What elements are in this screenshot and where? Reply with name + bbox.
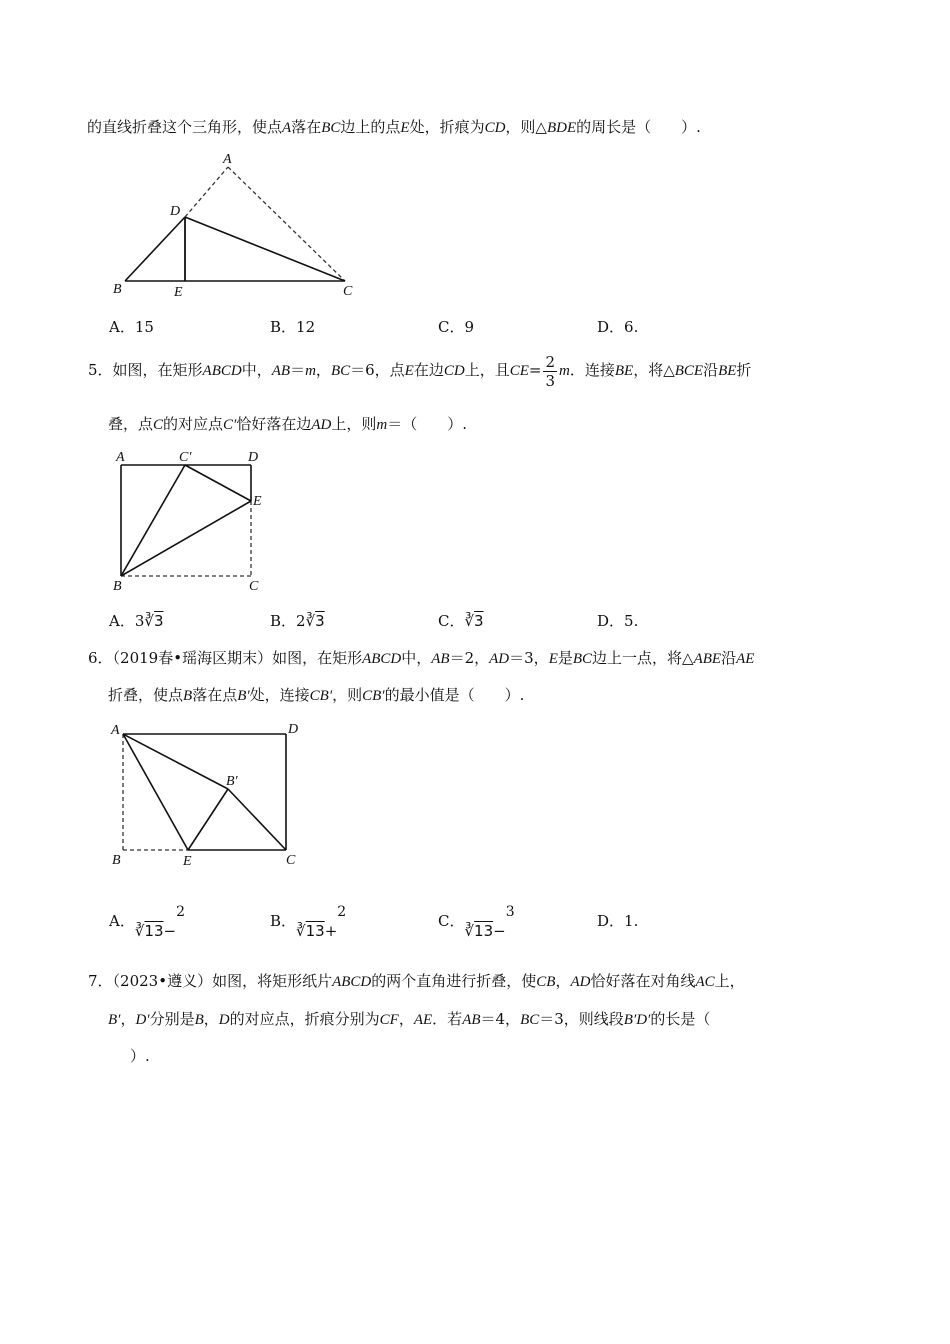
q5-seg-c-prime-e (185, 465, 251, 501)
q6-stem-line1: 6．（2019春•瑶海区期末）如图，在矩形ABCD中，AB＝2，AD＝3，E是BC边上一点，将△ABE沿AE (88, 649, 755, 667)
q7-stem-line1: 7．（2023•遵义）如图，将矩形纸片ABCD的两个直角进行折叠，使CB，AD恰好落在对角线AC上， (88, 972, 745, 990)
q6-option-d[interactable]: D．1. (597, 912, 639, 930)
q5-stem-line2: 叠，点C的对应点C′恰好落在边AD上，则m＝（ ）. (108, 415, 467, 433)
q5-option-b[interactable]: B．2∛3 (270, 612, 325, 630)
q4-seg-dc (185, 217, 345, 281)
q4-seg-da (185, 167, 228, 217)
q6-option-b[interactable]: B．∛13+2 (270, 904, 347, 940)
q4-label-b: B (113, 282, 122, 297)
q5-rectangle-figure (108, 445, 278, 595)
q5-label-b: B (113, 579, 122, 594)
q5-label-c: C (249, 579, 259, 594)
q5-option-c[interactable]: C．∛3 (438, 612, 484, 630)
q6-option-c[interactable]: C．∛13−3 (438, 904, 515, 940)
q6-rectangle-figure (108, 715, 318, 875)
q5-option-d[interactable]: D．5. (597, 612, 639, 630)
q6-label-d: D (288, 722, 299, 737)
q4-stem: 的直线折叠这个三角形，使点A落在BC边上的点E处，折痕为CD，则△BDE的周长是（ ）. (87, 118, 701, 136)
q5-label-d: D (248, 450, 259, 465)
q4-label-c: C (343, 284, 353, 299)
q6-option-a[interactable]: A．∛13−2 (109, 904, 185, 940)
q4-option-c[interactable]: C．9 (438, 318, 475, 336)
q5-seg-be (121, 501, 251, 576)
q4-label-d: D (170, 204, 181, 219)
q7-stem-line3: ）. (100, 1047, 150, 1065)
q5-option-a[interactable]: A．3∛3 (109, 612, 164, 630)
q4-option-a[interactable]: A．15 (109, 318, 154, 336)
q6-label-b: B (112, 853, 121, 868)
q5-stem-line1: 5．如图，在矩形ABCD中，AB＝m，BC＝6，点E在边CD上，且CE= $\frac{2}{3}$ m．连接BE，将△BCE沿BE折 (88, 352, 752, 390)
q6-label-b-prime: B′ (226, 774, 238, 789)
q4-seg-bd (125, 217, 185, 281)
q4-option-b[interactable]: B．12 (270, 318, 316, 336)
q5-label-a: A (116, 450, 125, 465)
q5-fraction: $\frac{2}{3}$ (545, 352, 555, 390)
q6-stem-line2: 折叠，使点B落在点B′处，连接CB′，则CB′的最小值是（ ）. (108, 686, 525, 704)
q4-label-a: A (223, 152, 232, 167)
q4-triangle-figure (100, 145, 380, 305)
q6-label-a: A (111, 723, 120, 738)
q5-label-e: E (253, 494, 262, 509)
q4-label-e: E (174, 285, 183, 300)
q6-seg-b-prime-c (228, 789, 286, 850)
q5-label-c-prime: C′ (179, 450, 192, 465)
q6-label-e: E (183, 854, 192, 869)
q6-label-c: C (286, 853, 296, 868)
q5-seg-bc-prime (121, 465, 185, 576)
q4-seg-ac (228, 167, 345, 281)
q7-stem-line2: B′，D′分别是B，D的对应点，折痕分别为CF，AE．若AB＝4，BC＝3，则线段B′D′的长是（ (108, 1010, 711, 1028)
q4-option-d[interactable]: D．6. (597, 318, 639, 336)
q6-seg-b-prime-e (188, 789, 228, 850)
